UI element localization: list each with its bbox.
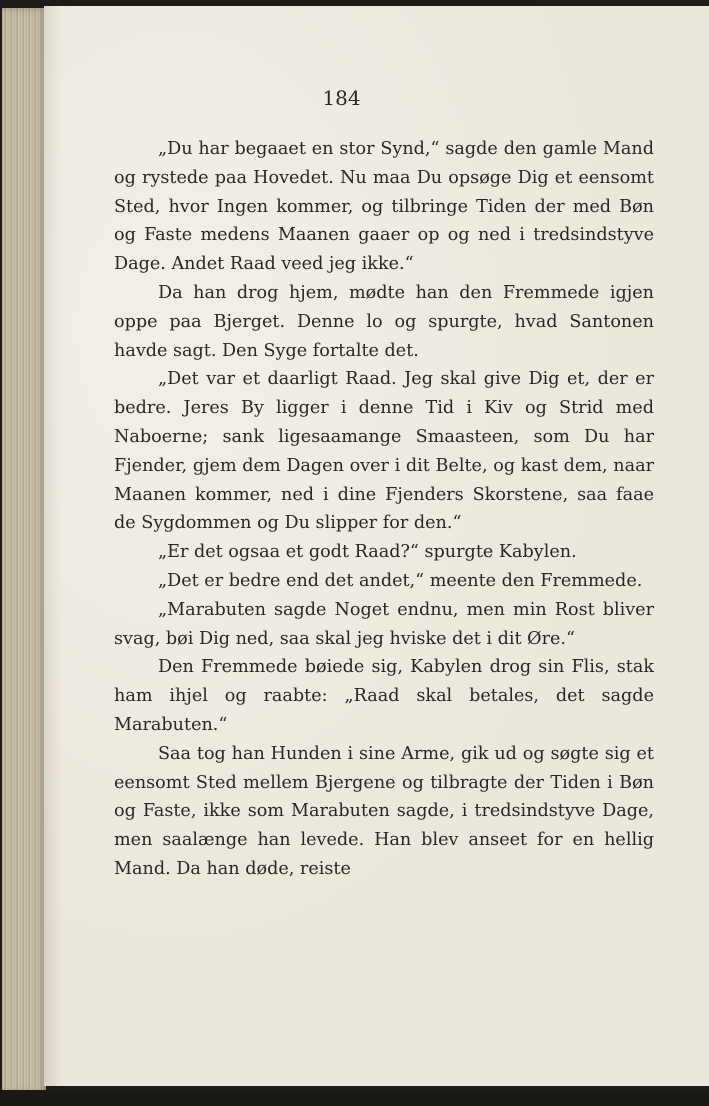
page-text	[114, 135, 654, 884]
paragraph-4: „Er det ogsaa et godt Raad?“ spurgte Kabylen.	[158, 542, 577, 563]
paragraph-2: Da han drog hjem, mødte han den Fremmede igjen oppe paa Bjerget. Denne lo og spurgte, hvad Santonen havde sagt. Den Syge fortalte det.	[114, 282, 654, 361]
paragraph-1: „Du har begaaet en stor Synd,“ sagde den gamle Mand og rystede paa Hovedet. Nu maa Du opsøge Dig et eensomt Sted, hvor Ingen kommer, og tilbringe Tiden der med Bøn og Faste medens Maanen gaaer op og ned i tredsindstyve Dage. Andet Raad veed jeg ikke.“	[114, 139, 654, 275]
page-number: 184	[322, 86, 361, 110]
book-cover-edge	[0, 1090, 709, 1106]
paragraph-5: „Det er bedre end det andet,“ meente den Fremmede.	[158, 570, 643, 591]
paragraph-7: Den Fremmede bøiede sig, Kabylen drog sin Flis, stak ham ihjel og raabte: „Raad skal betales, det sagde Marabuten.“	[114, 657, 654, 735]
paragraph-6: „Marabuten sagde Noget endnu, men min Rost bliver svag, bøi Dig ned, saa skal jeg hviske det i dit Øre.“	[114, 599, 654, 649]
paragraph-3: „Det var et daarligt Raad. Jeg skal give Dig et, der er bedre. Jeres By ligger i denne Tid i Kiv og Strid med Naboerne; sank ligesaamange Smaasteen, som Du har Fjender, gjem dem Dagen over i dit Belte, og kast dem, naar Maanen kommer, ned i dine Fjenders Skorstene, saa faae de Sygdommen og Du slipper for den.“	[114, 369, 654, 534]
page-edges	[2, 8, 46, 1092]
paragraph-8: Saa tog han Hunden i sine Arme, gik ud og søgte sig et eensomt Sted mellem Bjergene og tilbragte der Tiden i Bøn og Faste, ikke som Marabuten sagde, i tredsindstyve Dage, men saalænge han levede. Han blev anseet for en hellig Mand. Da han døde, reiste	[114, 743, 654, 879]
